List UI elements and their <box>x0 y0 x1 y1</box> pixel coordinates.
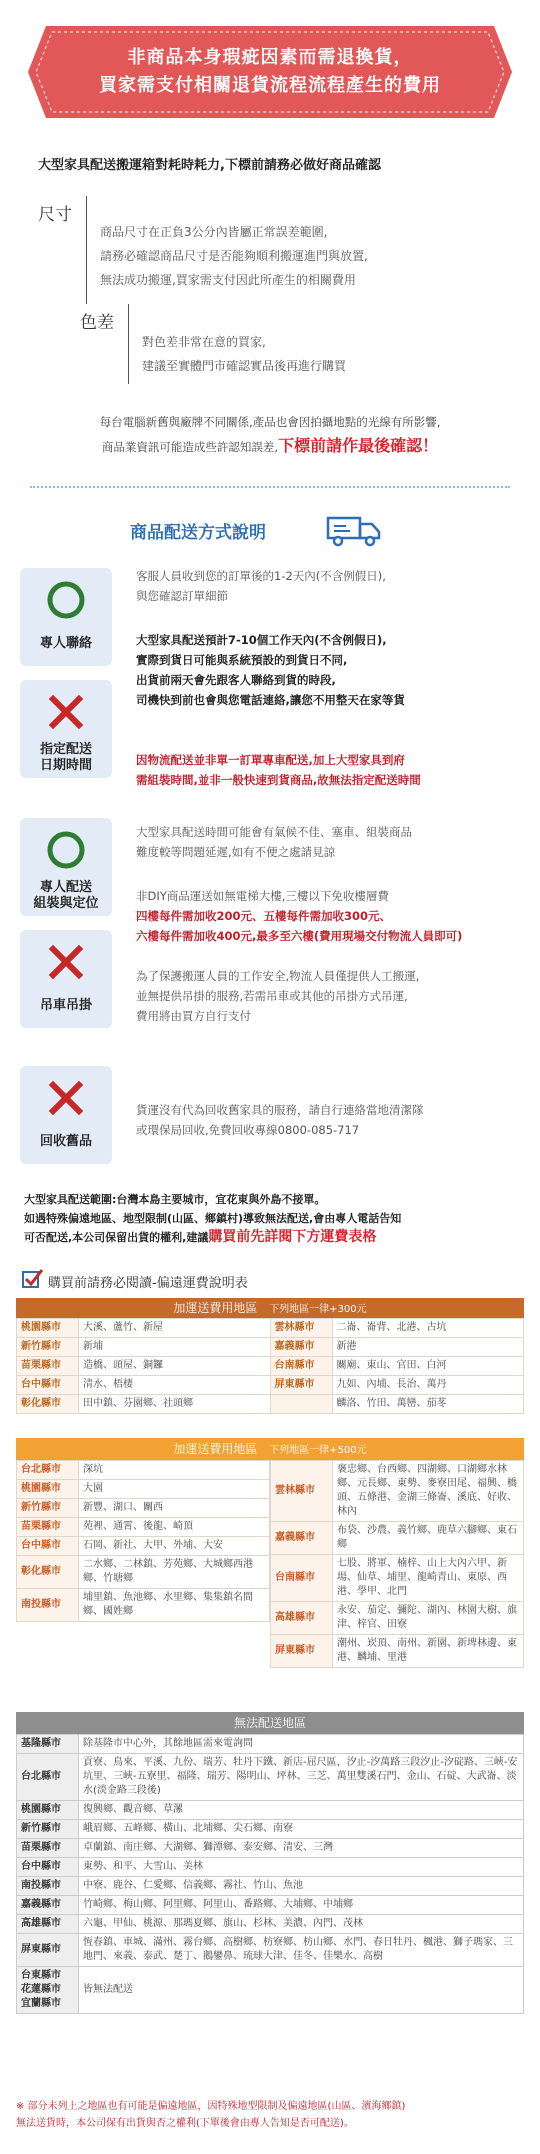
county-cell: 苗栗縣市 <box>17 1839 79 1858</box>
district-cell: 造橋、頭屋、銅鑼 <box>79 1357 271 1376</box>
table-row <box>17 1395 524 1414</box>
top-banner <box>28 26 512 118</box>
color-diff-text <box>142 330 346 378</box>
card-contact <box>20 568 112 666</box>
table-row <box>17 1357 524 1376</box>
color-diff-line-1: 對色差非常在意的買家, <box>142 335 266 349</box>
tier2-title: 加運送費用地區 <box>173 1442 258 1456</box>
table-row <box>17 1537 270 1556</box>
card-date <box>20 680 112 778</box>
size-line-1: 商品尺寸在正負3公分內皆屬正常誤差範圍, <box>100 225 328 239</box>
cross-icon <box>46 692 86 732</box>
tier1-title: 加運送費用地區 <box>173 1301 258 1315</box>
card-assembly-line-1: 大型家具配送時間可能會有氣候不佳、塞車、組裝商品 <box>136 825 412 839</box>
card-assembly-label <box>20 880 112 912</box>
card-crane <box>20 930 112 1028</box>
card-crane-line-1: 為了保護搬運人員的工作安全,物流人員僅提供人工搬運, <box>136 969 420 983</box>
banner-line-2: 買家需支付相關退貨流程流程產生的費用 <box>99 75 441 96</box>
card-crane-line-2: 並無提供吊掛的服務,若需吊車或其他的吊掛方式吊運, <box>136 989 408 1003</box>
county-cell: 台中縣市 <box>17 1537 79 1556</box>
county-cell: 雲林縣市 <box>271 1461 333 1522</box>
county-cell <box>270 1395 332 1414</box>
color-diff-line-2: 建議至實體門市確認實品後再進行購買 <box>142 359 347 373</box>
color-diff-label: 色差 <box>80 313 114 333</box>
table-row <box>17 1877 524 1896</box>
district-cell: 中寮、鹿谷、仁愛鄉、信義鄉、霧社、竹山、魚池 <box>79 1877 524 1896</box>
district-cell: 皆無法配送 <box>79 1967 524 2014</box>
card-assembly-desc-2 <box>136 886 389 906</box>
card-assembly-label-2: 組裝與定位 <box>33 896 99 911</box>
district-cell: 卓蘭鎮、南庄鄉、大湖鄉、獅潭鄉、泰安鄉、清安、三灣 <box>79 1839 524 1858</box>
county-cell: 雲林縣市 <box>270 1319 332 1338</box>
table-row <box>17 1858 524 1877</box>
district-cell: 新埔 <box>79 1338 271 1357</box>
table-row <box>17 1499 270 1518</box>
tier1-table <box>16 1318 524 1414</box>
table-row <box>271 1635 524 1668</box>
table-row <box>17 1915 524 1934</box>
table-row <box>17 1801 524 1820</box>
county-cell: 台中縣市 <box>17 1376 79 1395</box>
table-row <box>17 1319 524 1338</box>
notice-line-1: 每台電腦新舊與廠牌不同關係,產品也會因拍攝地點的光線有所影響, <box>99 415 441 429</box>
district-cell: 清水、梧棲 <box>79 1376 271 1395</box>
tier2-right-table <box>270 1460 524 1668</box>
card-recycle-line-2: 或環保局回收,免費回收專線0800-085-717 <box>136 1123 360 1137</box>
delivery-area-text <box>24 1190 401 1247</box>
area-line-1: 大型家具配送範圍:台灣本島主要城市，宜花東與外島不接單。 <box>24 1193 326 1206</box>
card-date-label-2: 日期時間 <box>39 758 92 773</box>
district-cell: 新港 <box>332 1338 524 1357</box>
card-assembly <box>20 818 112 916</box>
district-cell: 二水鄉、二林鎮、芳苑鄉、大城鄉西港鄉、竹塘鄉 <box>79 1556 270 1589</box>
card-contact-desc <box>136 566 386 606</box>
county-cell: 台東縣市 花蓮縣市 宜蘭縣市 <box>17 1967 79 2014</box>
card-contact-label: 專人聯絡 <box>39 636 92 651</box>
table-row <box>17 1338 524 1357</box>
card-contact-line-1: 客服人員收到您的訂單後的1-2天內(不含例假日), <box>136 569 386 583</box>
county-cell: 新竹縣市 <box>17 1820 79 1839</box>
tier2-block <box>16 1460 524 1706</box>
county-cell: 屏東縣市 <box>270 1376 332 1395</box>
district-cell: 新豐、湖口、關西 <box>79 1499 270 1518</box>
county-cell: 南投縣市 <box>17 1589 79 1622</box>
county-cell: 台南縣市 <box>270 1357 332 1376</box>
county-cell: 新竹縣市 <box>17 1338 79 1357</box>
table-row <box>17 1820 524 1839</box>
district-cell: 七股、將軍、楠梓、山上大內六甲、新場、仙草、埔里、龍崎青山、東原、西港、學甲、北門 <box>333 1555 524 1602</box>
card-contact-line-3: 大型家具配送預計7-10個工作天內(不含例假日), <box>136 633 387 647</box>
district-cell: 除基隆市中心外，其餘地區需來電詢問 <box>79 1735 524 1754</box>
card-recycle-line-1: 貨運沒有代為回收舊家具的服務，請自行連絡當地清潔隊 <box>136 1103 424 1117</box>
table-row <box>271 1461 524 1522</box>
district-cell: 關廟、東山、官田、白河 <box>332 1357 524 1376</box>
table-row <box>17 1589 270 1622</box>
district-cell: 田中鎮、芬園鄉、社頭鄉 <box>79 1395 271 1414</box>
table-row <box>17 1967 524 2014</box>
district-cell: 苑裡、通霄、後龍、崎頂 <box>79 1518 270 1537</box>
county-cell: 台北縣市 <box>17 1754 79 1801</box>
circle-icon <box>46 830 86 870</box>
size-text <box>100 220 368 292</box>
shipping-title: 商品配送方式說明 <box>130 523 266 543</box>
district-cell: 九如、內埔、長治、萬丹 <box>332 1376 524 1395</box>
table-row <box>271 1602 524 1635</box>
district-cell: 大溪、蘆竹、新屋 <box>79 1319 271 1338</box>
card-crane-label: 吊車吊掛 <box>39 998 92 1013</box>
card-contact-line-2: 與您確認訂單細節 <box>136 589 228 603</box>
checkbox-check-icon <box>22 1268 44 1290</box>
fee-table-title: 購買前請務必閱讀-偏遠運費說明表 <box>48 1276 248 1291</box>
table-row <box>17 1896 524 1915</box>
district-cell: 六龜、甲仙、桃源、那瑪夏鄉、旗山、杉林、美濃、內門、茂林 <box>79 1915 524 1934</box>
table-row <box>17 1839 524 1858</box>
card-assembly-line-2: 難度較等問題延遲,如有不便之處請見諒 <box>136 845 336 859</box>
district-cell: 埔里鎮、魚池鄉、水里鄉、集集鎮名間鄉、國姓鄉 <box>79 1589 270 1622</box>
county-cell: 新竹縣市 <box>17 1499 79 1518</box>
card-contact-bold <box>136 630 405 710</box>
card-date-desc <box>136 750 421 790</box>
footer-line-1: ※ 部分未列上之地區也有可能是偏遠地區，因特殊地型限制及偏遠地區(山區、濱海鄉鎮) <box>16 2101 406 2112</box>
district-cell: 大園 <box>79 1480 270 1499</box>
district-cell: 潮州、崁頂、南州、新園、新埤林邊、東港、麟埔、里港 <box>333 1635 524 1668</box>
card-assembly-label-1: 專人配送 <box>39 880 92 895</box>
card-assembly-line-3: 非DIY商品運送如無電梯大樓,三樓以下免收樓層費 <box>136 889 389 903</box>
size-line-3: 無法成功搬運,買家需支付因此所產生的相關費用 <box>100 273 356 287</box>
table-row <box>17 1376 524 1395</box>
tier2-left-table <box>16 1460 270 1622</box>
county-cell: 嘉義縣市 <box>17 1896 79 1915</box>
tier2-header <box>16 1438 524 1460</box>
county-cell: 屏東縣市 <box>17 1934 79 1967</box>
footer-line-2: 無法送貨時，本公司保有出貨與否之權利(下單後會由專人告知是否可配送)。 <box>16 2118 354 2129</box>
size-label: 尺寸 <box>38 205 72 225</box>
district-cell: 麟洛、竹田、萬巒、茄苳 <box>332 1395 524 1414</box>
county-cell: 台中縣市 <box>17 1858 79 1877</box>
card-assembly-line-4: 四樓每件需加收200元、五樓每件需加收300元、 <box>136 909 392 923</box>
county-cell: 嘉義縣市 <box>270 1338 332 1357</box>
truck-icon <box>326 514 382 548</box>
card-contact-line-4: 實際到貨日可能與系統預設的到貨日不同, <box>136 653 348 667</box>
county-cell: 苗栗縣市 <box>17 1357 79 1376</box>
area-line-2: 如遇特殊偏遠地區、地型限制(山區、鄉鎮村)導致無法配送,會由專人電話告知 <box>24 1212 402 1225</box>
card-date-label <box>20 742 112 774</box>
district-cell: 深坑 <box>79 1461 270 1480</box>
photo-notice <box>30 410 510 459</box>
district-cell: 永安、茄定、彌陀、湖內、林園大樹、旗津、梓官、田寮 <box>333 1602 524 1635</box>
card-assembly-desc <box>136 822 412 862</box>
county-cell: 高雄縣市 <box>271 1602 333 1635</box>
color-diff-divider <box>128 304 129 384</box>
county-cell: 桃園縣市 <box>17 1480 79 1499</box>
district-cell: 貢寮、鳥來、平溪、九份、瑞芳、牡丹下鐵、新店-屈尺區，汐止-汐萬路三段汐止-汐碇路、三峽-安坑里、三峽-五寮里、福隆、瑞芳、陽明山、坪林、三芝、萬里雙溪石門、金山、石碇、大武崙、淡水(淡金路三段後) <box>79 1754 524 1801</box>
county-cell: 桃園縣市 <box>17 1319 79 1338</box>
district-cell: 石岡、新社、大甲、外埔、大安 <box>79 1537 270 1556</box>
table-row <box>271 1555 524 1602</box>
card-contact-line-5: 出貨前兩天會先跟客人聯絡到貨的時段, <box>136 673 336 687</box>
county-cell: 高雄縣市 <box>17 1915 79 1934</box>
area-red: 購買前先詳閱下方運費表格 <box>208 1229 377 1245</box>
size-divider <box>86 196 87 304</box>
tier3-table <box>16 1734 524 2014</box>
tier3-header: 無法配送地區 <box>16 1712 524 1734</box>
cross-icon <box>46 1078 86 1118</box>
card-date-label-1: 指定配送 <box>39 742 92 757</box>
table-row <box>17 1518 270 1537</box>
notice-line-2: 商品業資訊可能造成些許認知誤差, <box>101 440 279 454</box>
intro-title: 大型家具配送搬運箱對耗時耗力,下標前請務必做好商品確認 <box>38 158 381 173</box>
dotted-divider <box>30 486 510 488</box>
table-row <box>17 1934 524 1967</box>
district-cell: 布袋、沙農、義竹鄉、鹿草六腳鄉、東石鄉 <box>333 1522 524 1555</box>
county-cell: 台北縣市 <box>17 1461 79 1480</box>
card-recycle-desc <box>136 1100 424 1140</box>
county-cell: 屏東縣市 <box>271 1635 333 1668</box>
area-line-3: 可否配送,本公司保留出貨的權利,建議 <box>24 1231 209 1244</box>
district-cell: 二崙、崙背、北港、古坑 <box>332 1319 524 1338</box>
county-cell: 嘉義縣市 <box>271 1522 333 1555</box>
table-row <box>17 1754 524 1801</box>
tier2-sub: 下列地區一律+500元 <box>269 1445 367 1456</box>
county-cell: 彰化縣市 <box>17 1395 79 1414</box>
county-cell: 基隆縣市 <box>17 1735 79 1754</box>
tier1-header <box>16 1298 524 1318</box>
size-line-2: 請務必確認商品尺寸是否能夠順利搬運進門與放置, <box>100 249 368 263</box>
district-cell: 復興鄉、觀音鄉、草漯 <box>79 1801 524 1820</box>
footer-note <box>16 2098 524 2132</box>
district-cell: 東勢、和平、大雪山、美林 <box>79 1858 524 1877</box>
card-recycle-label: 回收舊品 <box>39 1134 92 1149</box>
district-cell: 竹崎鄉、梅山鄉、阿里鄉、阿里山、番路鄉、大埔鄉、中埔鄉 <box>79 1896 524 1915</box>
district-cell: 褒忠鄉、台西鄉、四湖鄉、口湖鄉水林鄉、元長鄉、東勢、麥寮田尾、福興、橋頭、五條港、金湖三條崙、溪底、好收、林內 <box>333 1461 524 1522</box>
circle-icon <box>46 580 86 620</box>
county-cell: 苗栗縣市 <box>17 1518 79 1537</box>
table-row <box>17 1461 270 1480</box>
tier1-sub: 下列地區一律+300元 <box>269 1304 367 1315</box>
card-crane-line-3: 費用將由買方自行支付 <box>136 1009 251 1023</box>
card-date-line-2: 需組裝時間,並非一般快速到貨商品,故無法指定配送時間 <box>136 773 421 787</box>
cross-icon <box>46 942 86 982</box>
county-cell: 桃園縣市 <box>17 1801 79 1820</box>
banner-line-1: 非商品本身瑕疵因素而需退換貨， <box>127 47 413 68</box>
notice-red: 下標前請作最後確認！ <box>278 436 439 455</box>
card-assembly-red <box>136 906 462 946</box>
card-recycle <box>20 1066 112 1164</box>
card-crane-desc <box>136 966 419 1026</box>
district-cell: 峨眉鄉、五峰鄉、橫山、北埔鄉、尖石鄉、南寮 <box>79 1820 524 1839</box>
county-cell: 彰化縣市 <box>17 1556 79 1589</box>
table-row <box>17 1735 524 1754</box>
card-assembly-line-5: 六樓每件需加收400元,最多至六樓(費用現場交付物流人員即可) <box>136 929 463 943</box>
card-contact-line-6: 司機快到前也會與您電話連絡,讓您不用整天在家等貨 <box>136 693 405 707</box>
table-row <box>17 1556 270 1589</box>
county-cell: 南投縣市 <box>17 1877 79 1896</box>
county-cell: 台南縣市 <box>271 1555 333 1602</box>
district-cell: 恆春鎮、車城、滿州、霧台鄉、高樹鄉、枋寮鄉、枋山鄉、水門、春日牡丹、楓港、獅子瑪家、三地門、來義、泰武、楚丁、鵝鑾鼻、琉球大津、佳冬、佳樂水、高樹 <box>79 1934 524 1967</box>
card-date-line-1: 因物流配送並非單一訂單專車配送,加上大型家具到府 <box>136 753 405 767</box>
table-row <box>271 1522 524 1555</box>
table-row <box>17 1480 270 1499</box>
